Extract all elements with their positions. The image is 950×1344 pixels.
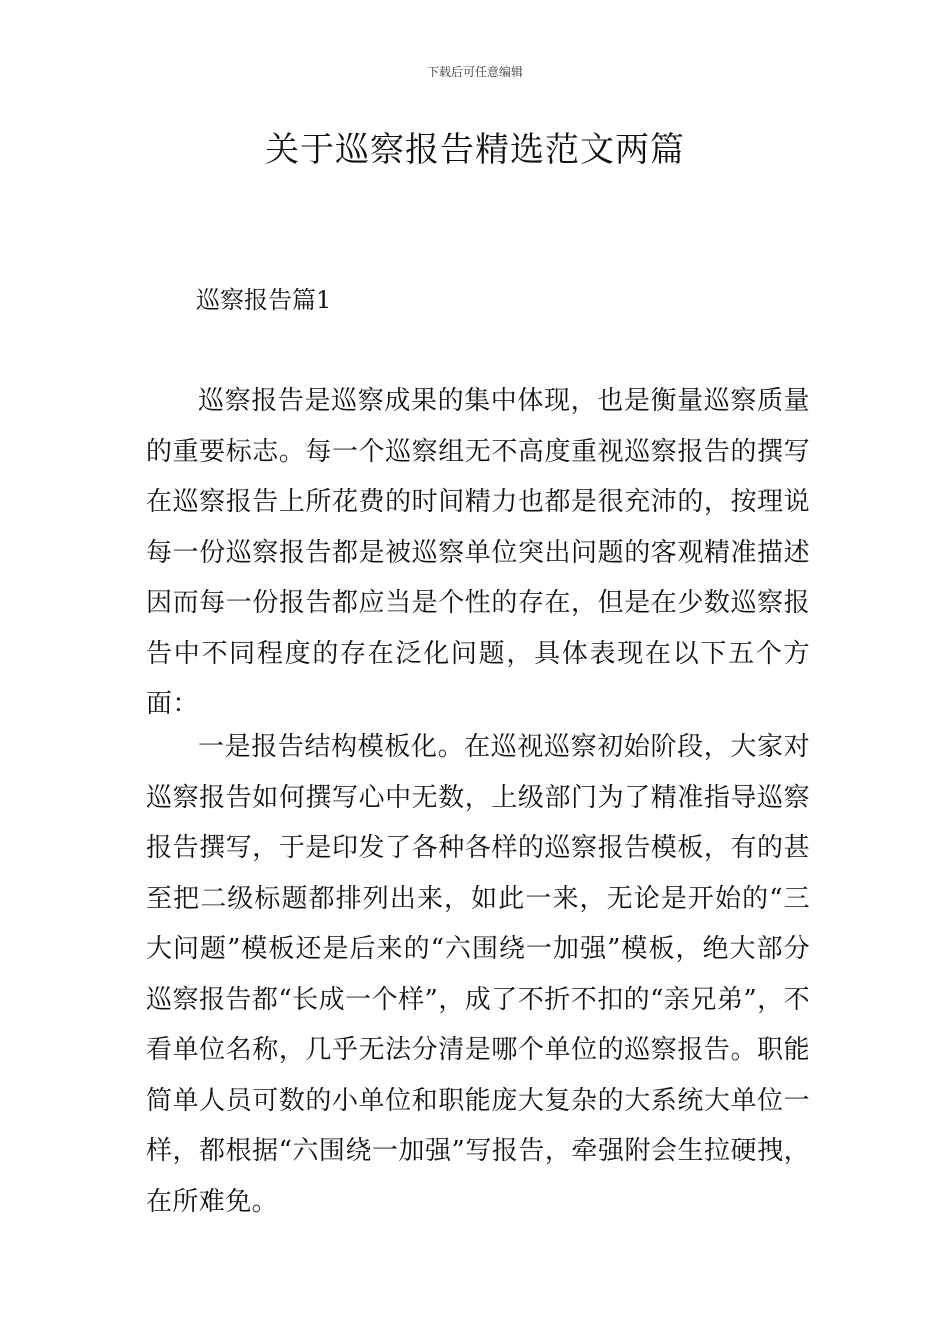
document-title: 关于巡察报告精选范文两篇 (265, 130, 685, 170)
header-note: 下载后可任意编辑 (426, 65, 523, 79)
body-paragraph-1: 巡察报告是巡察成果的集中体现，也是衡量巡察质量的重要标志。每一个巡察组无不高度重视巡察报告的撰写在巡察报告上所花费的时间精力也都是很充沛的，按理说每一份巡察报告都是被巡察单位突出问题的客观精准描述因而每一份报告都应当是个性的存在，但是在少数巡察报告中不同程度的存在泛化问题，具体表现在以下五个方面： (146, 386, 810, 719)
section-heading: 巡察报告篇1 (196, 286, 332, 314)
body-paragraph-2: 一是报告结构模板化。在巡视巡察初始阶段，大家对巡察报告如何撰写心中无数，上级部门为了精准指导巡察报告撰写，于是印发了各种各样的巡察报告模板，有的甚至把二级标题都排列出来，如此一来，无论是开始的“三大问题”模板还是后来的“六围绕一加强”模板，绝大部分巡察报告都“长成一个样”，成了不折不扣的“亲兄弟”，不看单位名称，几乎无法分清是哪个单位的巡察报告。职能简单人员可数的小单位和职能庞大复杂的大系统大单位一样，都根据“六围绕一加强”写报告，牵强附会生拉硬拽，在所难免。 (146, 732, 810, 1217)
